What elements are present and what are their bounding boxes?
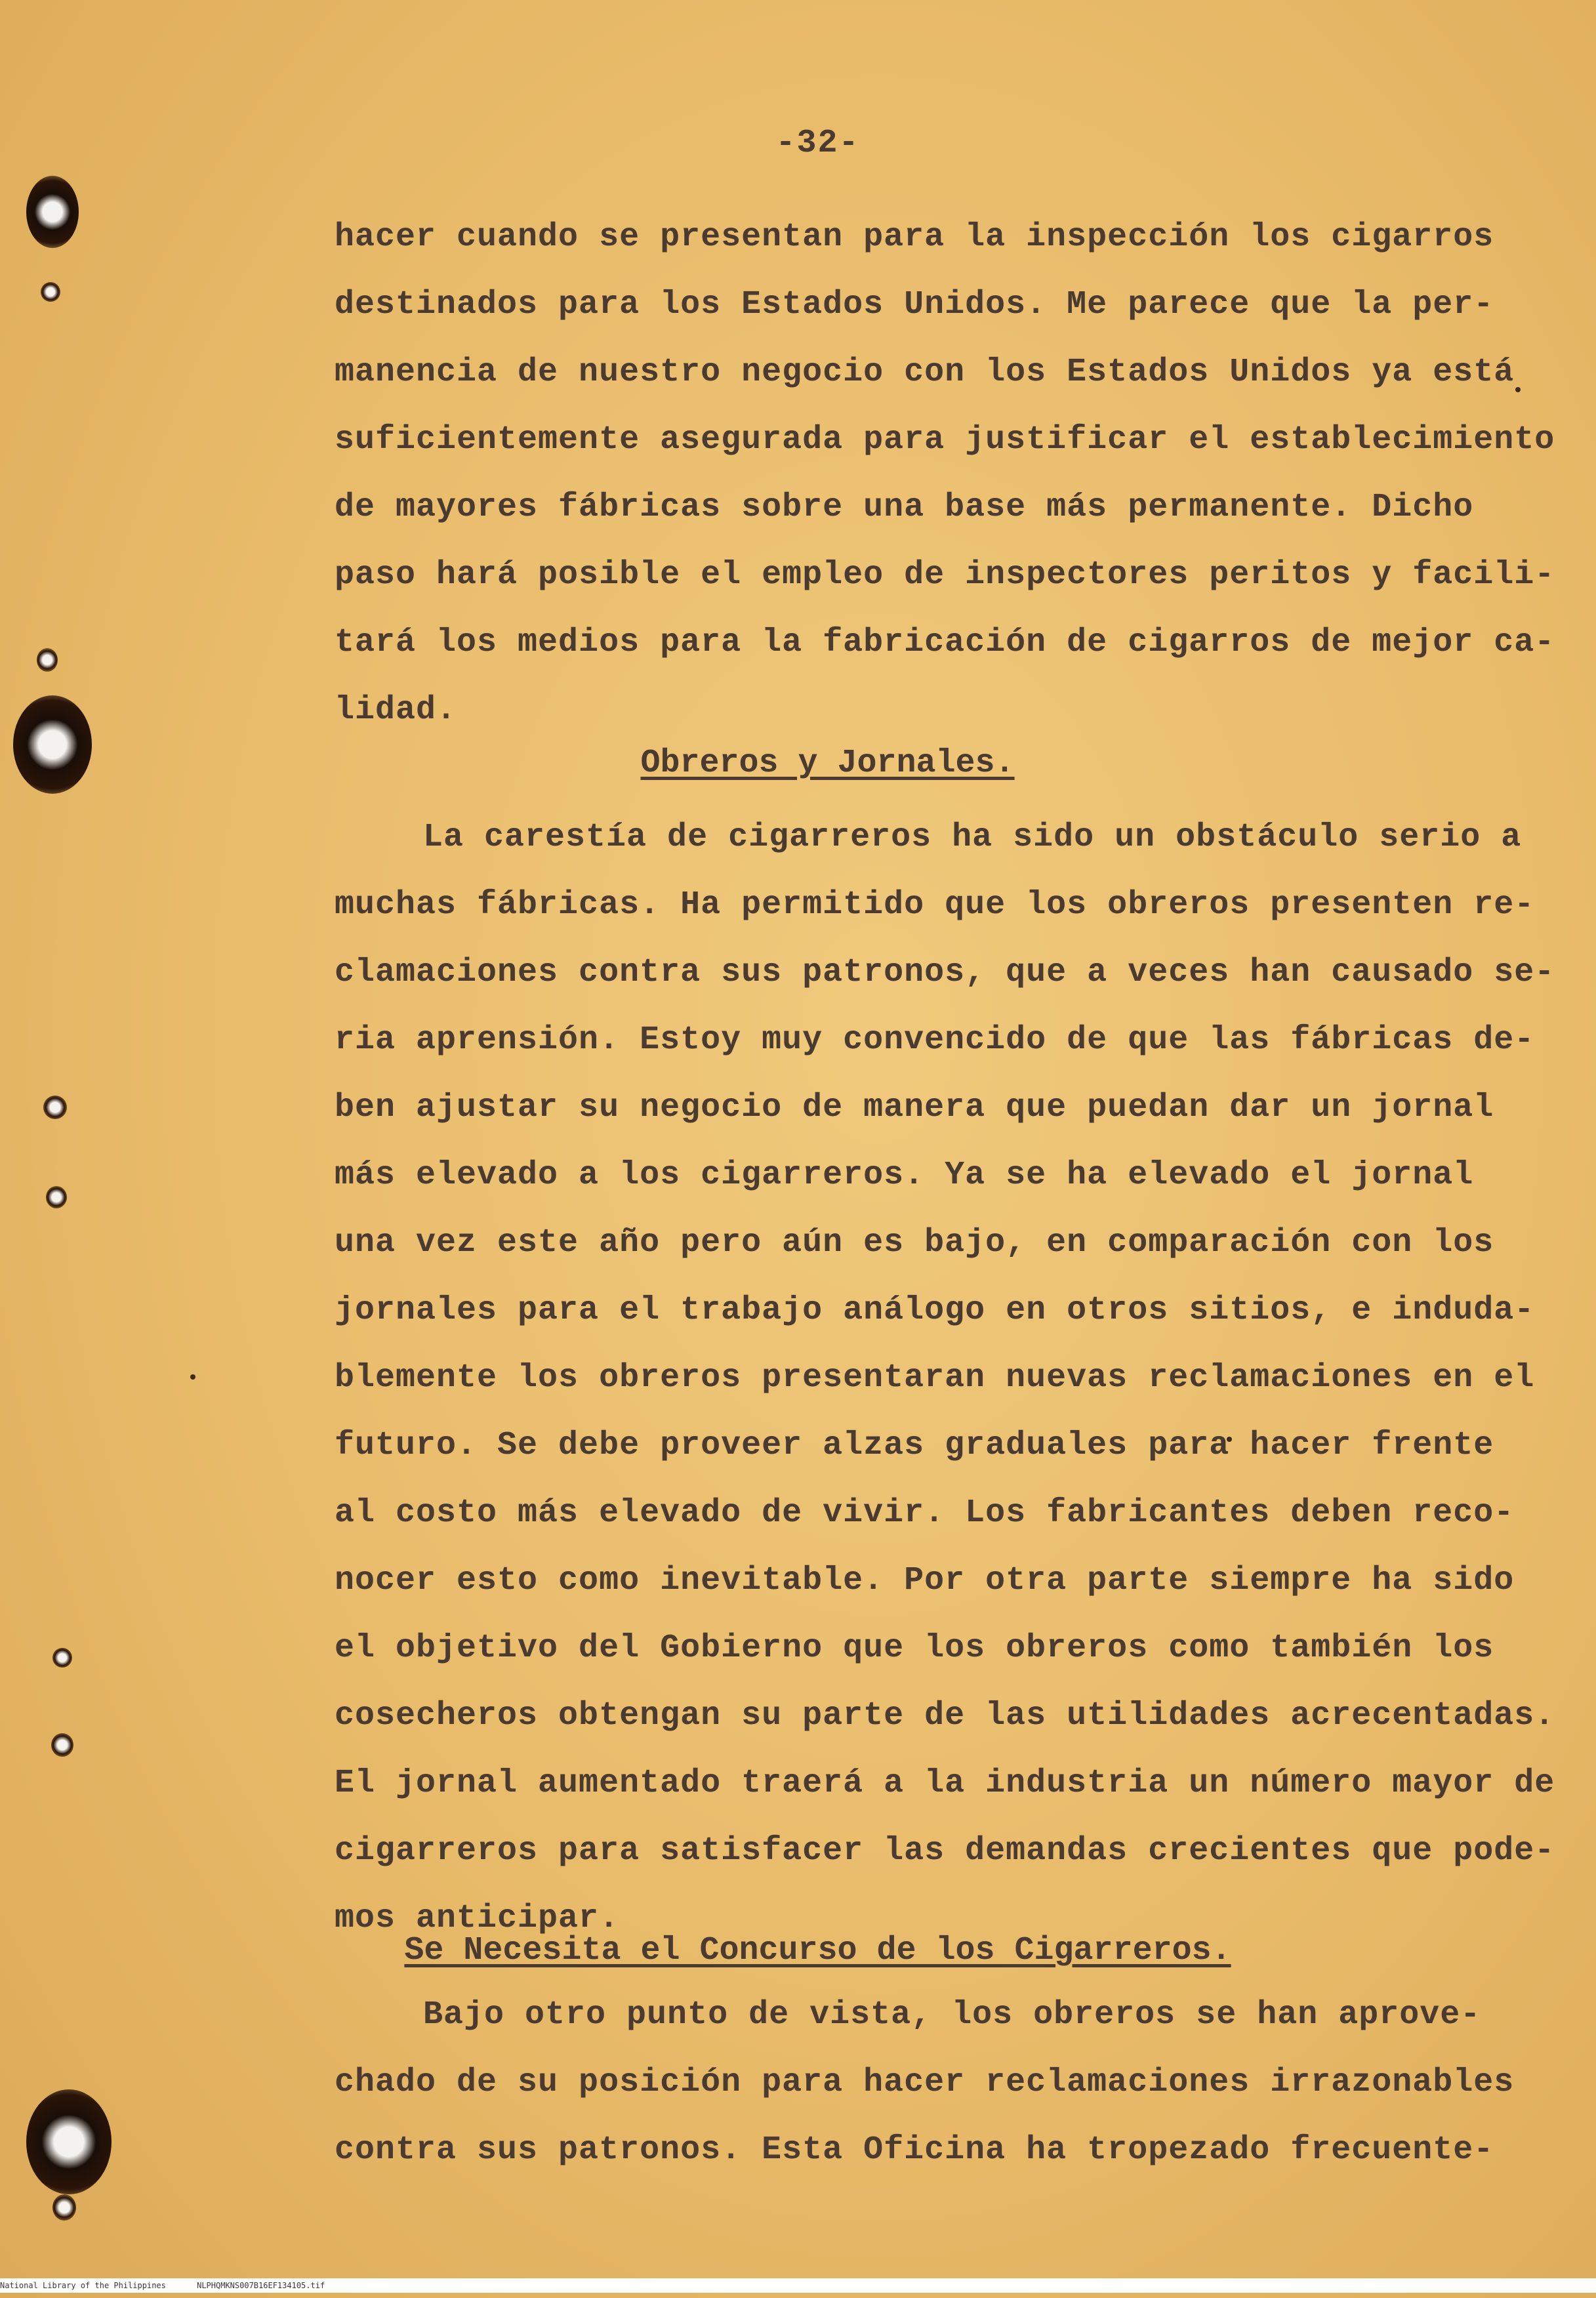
ink-speck bbox=[190, 1374, 195, 1380]
text-line: Bajo otro punto de vista, los obreros se han aprove- bbox=[423, 1996, 1481, 2034]
punch-hole-bottom bbox=[26, 2089, 112, 2194]
punch-hole-top bbox=[26, 176, 79, 248]
text-line: una vez este año pero aún es bajo, en comparación con los bbox=[335, 1224, 1494, 1262]
text-line: mos anticipar. bbox=[335, 1900, 620, 1937]
punch-hole-small bbox=[43, 1096, 67, 1119]
text-line: paso hará posible el empleo de inspectores peritos y facili- bbox=[335, 556, 1555, 594]
text-line: al costo más elevado de vivir. Los fabricantes deben reco- bbox=[335, 1494, 1515, 1532]
text-line: contra sus patronos. Esta Oficina ha tropezado frecuente- bbox=[335, 2131, 1494, 2169]
text-line: futuro. Se debe proveer alzas graduales para hacer frente bbox=[335, 1427, 1494, 1464]
text-line: ben ajustar su negocio de manera que puedan dar un jornal bbox=[335, 1089, 1494, 1126]
text-line: cigarreros para satisfacer las demandas crecientes que pode- bbox=[335, 1832, 1555, 1870]
text-line: manencia de nuestro negocio con los Estados Unidos ya está bbox=[335, 354, 1515, 391]
text-line: cosecheros obtengan su parte de las utilidades acrecentadas. bbox=[335, 1697, 1555, 1734]
text-line: el objetivo del Gobierno que los obreros como también los bbox=[335, 1630, 1494, 1667]
text-line: jornales para el trabajo análogo en otros sitios, e induda- bbox=[335, 1292, 1535, 1329]
text-line: lidad. bbox=[335, 691, 457, 729]
text-line: chado de su posición para hacer reclamaciones irrazonables bbox=[335, 2064, 1515, 2101]
text-line: nocer esto como inevitable. Por otra parte siempre ha sido bbox=[335, 1562, 1515, 1599]
punch-hole-small bbox=[46, 1186, 67, 1208]
punch-hole-small bbox=[52, 1648, 72, 1668]
scan-footer bbox=[0, 2278, 1596, 2293]
footer-library: National Library of the Philippines bbox=[0, 2281, 166, 2290]
text-line: blemente los obreros presentaran nuevas reclamaciones en el bbox=[335, 1359, 1535, 1397]
text-line: clamaciones contra sus patronos, que a veces han causado se- bbox=[335, 954, 1555, 991]
text-line: La carestía de cigarreros ha sido un obstáculo serio a bbox=[423, 819, 1522, 856]
paragraph-2 bbox=[335, 804, 1555, 1952]
text-line: destinados para los Estados Unidos. Me parece que la per- bbox=[335, 286, 1494, 323]
text-line: ria aprensión. Estoy muy convencido de que las fábricas de- bbox=[335, 1021, 1535, 1059]
punch-hole-small bbox=[52, 2194, 76, 2221]
text-line: hacer cuando se presentan para la inspección los cigarros bbox=[335, 218, 1494, 256]
paragraph-1 bbox=[335, 203, 1555, 744]
text-line: más elevado a los cigarreros. Ya se ha elevado el jornal bbox=[335, 1157, 1474, 1194]
text-line: suficientemente asegurada para justificar el establecimiento bbox=[335, 421, 1555, 459]
punch-hole-small bbox=[37, 648, 58, 672]
page-number: -32- bbox=[775, 125, 860, 162]
footer-filename: NLPHQMKNS007B16EF134105.tif bbox=[197, 2281, 325, 2290]
ink-speck bbox=[1515, 387, 1521, 392]
section-heading: Se Necesita el Concurso de los Cigarreros. bbox=[404, 1932, 1231, 1969]
punch-hole-small bbox=[41, 282, 60, 302]
text-line: muchas fábricas. Ha permitido que los obreros presenten re- bbox=[335, 886, 1535, 924]
text-line: de mayores fábricas sobre una base más permanente. Dicho bbox=[335, 489, 1474, 526]
text-line: El jornal aumentado traerá a la industria un número mayor de bbox=[335, 1765, 1555, 1802]
text-line: tará los medios para la fabricación de cigarros de mejor ca- bbox=[335, 624, 1555, 661]
punch-hole-small bbox=[51, 1733, 73, 1757]
paragraph-3 bbox=[335, 1981, 1515, 2184]
section-heading: Obreros y Jornales. bbox=[640, 745, 1015, 782]
